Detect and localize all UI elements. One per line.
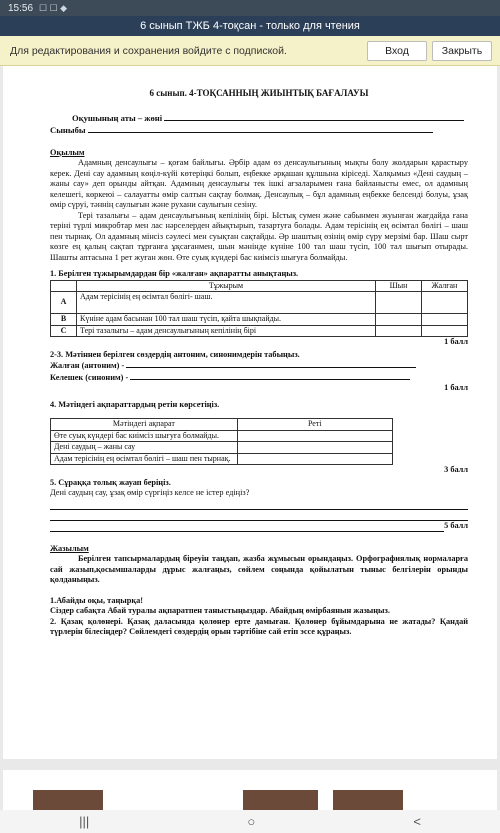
answer-line[interactable]	[50, 521, 444, 532]
row-letter: А	[51, 292, 77, 314]
answer-line-final	[50, 521, 468, 532]
false-cell[interactable]	[422, 325, 468, 337]
document-page[interactable]	[3, 66, 497, 759]
student-name-label: Оқушының аты – жөні	[72, 112, 163, 123]
info-cell: Өте суық күндері бас киімсіз шығуға болмайды.	[51, 430, 238, 442]
subscription-notice	[0, 36, 500, 66]
back-icon[interactable]: <	[413, 814, 421, 829]
score-label: 1 балл	[444, 337, 468, 346]
student-name-field	[50, 113, 468, 124]
notification-icons: ☐ ☐ ◆	[39, 2, 68, 13]
document-content	[50, 88, 468, 638]
question-4-heading: 4. Мәтіндегі ақпараттардың ретін көрсетіңіз.	[50, 399, 220, 409]
table-row	[51, 325, 468, 337]
home-icon[interactable]: ○	[247, 814, 256, 829]
table-header-cell: Жалған	[422, 280, 468, 292]
clock: 15:56	[8, 2, 34, 14]
status-bar	[0, 0, 500, 16]
table-row	[51, 453, 393, 465]
task-1-heading: 1.Абайды оқы, таңырқа!	[50, 595, 144, 605]
antonym-answer-line[interactable]	[126, 360, 416, 368]
page-image	[333, 790, 403, 810]
page-image	[33, 790, 103, 810]
true-cell[interactable]	[376, 314, 422, 326]
notice-text: Для редактирования и сохранения войдите с подпиской.	[10, 44, 287, 57]
table-header-cell: Реті	[237, 419, 392, 431]
info-cell: Адам терісінің ең өсімтал бөлігі – шаш пен тырнақ.	[51, 453, 238, 465]
order-cell[interactable]	[237, 430, 392, 442]
window-title: 6 сынып ТЖБ 4-тоқсан - только для чтения	[140, 20, 360, 32]
row-text: Күніне адам басынан 100 тал шаш түсіп, қайта шықпайды.	[77, 314, 376, 326]
next-page[interactable]	[3, 770, 497, 810]
score-label: 5 балл	[444, 521, 468, 530]
row-text: Тері тазалығы – адам денсаулығының кепілінің бірі	[77, 325, 376, 337]
class-field	[50, 125, 468, 136]
antonym-field	[50, 360, 468, 372]
window-title-bar	[0, 16, 500, 36]
class-label: Сыныбы	[50, 125, 86, 135]
true-cell[interactable]	[376, 325, 422, 337]
table-header-cell: Мәтіндегі ақпарат	[51, 419, 238, 431]
writing-heading: Жазылым	[50, 543, 89, 553]
close-button[interactable]: Закрыть	[432, 41, 492, 61]
false-cell[interactable]	[422, 314, 468, 326]
question-5-text: Дені саудың сау, ұзақ өмір сүргіңіз келсе не істер едіңіз?	[50, 488, 250, 497]
table-header-row	[51, 280, 468, 292]
question-1-table	[50, 280, 468, 338]
question-1-heading: 1. Берілген тұжырымдардан бір «жалған» ақпаратты анықтаңыз.	[50, 269, 299, 278]
order-cell[interactable]	[237, 442, 392, 454]
task-2-text: 2. Қазақ қолөнері. Қазақ даласында қолөнер ерте дамыған. Қолөнер бұйымдарына не жатады? Қандай түрлерін білесіңдер? Сөйлемдегі сөздердің орын тәртібіне сай етіп эссе құраңыз.	[50, 616, 468, 636]
score-label: 1 балл	[444, 383, 468, 392]
antonym-label: Жалған (антоним) -	[50, 361, 127, 370]
recent-apps-icon[interactable]: |||	[79, 814, 90, 829]
table-header-cell: Шын	[376, 280, 422, 292]
info-cell: Дені саудың – жаны сау	[51, 442, 238, 454]
table-header-row	[51, 419, 393, 431]
question-23-heading: 2-3. Мәтіннен берілген сөздердің антоним, синонимдерін табыңыз.	[50, 349, 300, 359]
answer-line[interactable]	[50, 510, 468, 521]
reading-paragraph-2: Тері тазалығы – адам денсаулығының кепілінің бірі. Ыстық сумен және сабынмен жуынған жағдайда ғана теріні түрлі микробтар мен лас нәрселерден айықтырып, тазартуға болады. Адам терісінің ең өсімтал бөлігі – шаш пен тырнақ. Ол адамның мінсіз сәулесі мен суықтан сақтайды. Әр шаштың өзінің өмір сүру мерзімі бар. Шаш сырт көзге ең қалың сақтап тұрғанға ұқсағанмен, шын мәнінде күніне 100 тал шаш түсіп, 100 тал шығып отырады. Шашты аптасына 1 рет жуған жөн. Өте суық күндері бас киімсіз шығуға болмайды.	[50, 210, 468, 262]
login-button[interactable]: Вход	[367, 41, 427, 61]
reading-paragraph-1: Адамның денсаулығы – қоғам байлығы. Әрбір адам өз денсаулығының мықты болу жолдарын қарастыру керек. Дені сау адамның көңіл-күйі көтеріңкі болып, еңбекке әрқашан құлшына кіріседі. Халқымыз «Дені саудың – жаны сау» деп орынды айтқан. Адамның денсаулығы тек ішкі ағзаларымен ғана байланысты емес, ол адамның келешегі, көркеюі – салауатты өмір салтын сақтау болмақ. Денсаулық – бұл адамның еңбекке белсенді болуы, ұзақ өмір сүруі, тәннің саулығын және рухани саулығын сезіну.	[50, 158, 468, 209]
android-nav-bar	[0, 810, 500, 833]
student-name-line	[164, 113, 464, 121]
table-row	[51, 430, 393, 442]
writing-instructions: Берілген тапсырмалардың біреуін таңдап, жазба жұмысын орындаңыз. Орфографиялық нормаларға сай жазып,қосымшаларды дұрыс жалғаңыз, сөйлем соңында қойылатын тыныс белгілерін орынды қолданыңыз.	[50, 554, 468, 584]
table-row	[51, 314, 468, 326]
table-header-cell: Тұжырым	[77, 280, 376, 292]
row-letter: В	[51, 314, 77, 326]
order-cell[interactable]	[237, 453, 392, 465]
row-text: Адам терісінің ең өсімтал бөлігі- шаш.	[77, 292, 376, 314]
reading-heading: Оқылым	[50, 147, 85, 157]
score-label: 3 балл	[444, 465, 468, 474]
table-row	[51, 292, 468, 314]
table-header-cell	[51, 280, 77, 292]
synonym-answer-line[interactable]	[130, 372, 410, 380]
synonym-field	[50, 372, 468, 384]
page-image	[243, 790, 318, 810]
table-row	[51, 442, 393, 454]
question-4-table	[50, 418, 393, 465]
row-letter: С	[51, 325, 77, 337]
task-1-text: Сіздер сабақта Абай туралы ақпаратпен таныстыңыздар. Абайдың өмірбаянын жазыңыз.	[50, 606, 390, 615]
synonym-label: Келешек (синоним) -	[50, 372, 131, 382]
question-5-heading: 5. Сұраққа толық жауап беріңіз.	[50, 477, 171, 487]
class-line	[88, 125, 433, 133]
true-cell[interactable]	[376, 292, 422, 314]
doc-title: 6 сынып. 4-ТОҚСАННЫҢ ЖИЫНТЫҚ БАҒАЛАУЫ	[149, 88, 369, 98]
answer-line[interactable]	[50, 499, 468, 510]
false-cell[interactable]	[422, 292, 468, 314]
